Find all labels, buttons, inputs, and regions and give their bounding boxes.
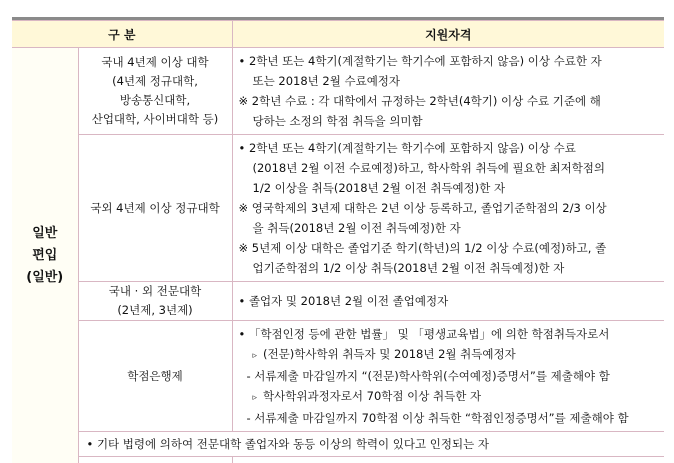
type-line: (2년제, 3년제) <box>79 301 232 320</box>
group-label-line: 편입 <box>12 245 78 267</box>
desc-line: 을 취득(2018년 2월 이전 취득예정)한 자 <box>239 218 659 238</box>
type-line: 산업대학, 사이버대학 등) <box>79 110 232 129</box>
desc-line: • 2학년 또는 4학기(계절학기는 학기수에 포함하지 않음) 이상 수료 <box>239 138 659 158</box>
desc-line: (2018년 2월 이전 수료예정)하고, 학사학위 취득에 필요한 최저학점의 <box>239 158 659 178</box>
table-row <box>12 321 664 432</box>
desc-line-text: (전문)학사학위 취득자 및 2018년 2월 취득예정자 <box>263 347 516 361</box>
type-cell-junior-college <box>78 282 232 321</box>
triangle-right-icon: ▹ <box>253 351 258 361</box>
desc-line: - 서류제출 마감일까지 70학점 이상 취득한 “학점인정증명서”를 제출해야 함 <box>239 408 659 428</box>
desc-line: 1/2 이상을 취득(2018년 2월 이전 취득예정)한 자 <box>239 178 659 198</box>
table-header-row <box>12 21 664 48</box>
table-row <box>12 282 664 321</box>
desc-line: ※ 2학년 수료 : 각 대학에서 규정하는 2학년(4학기) 이상 수료 기준에 해 <box>239 91 659 111</box>
desc-line: 업기준학점의 1/2 이상 취득(2018년 2월 이전 취득예정)한 자 <box>239 258 659 278</box>
table-row <box>12 48 664 135</box>
eligibility-table <box>12 20 664 463</box>
desc-line: • 기타 법령에 의하여 전문대학 졸업자와 동등 이상의 학력이 있다고 인정되는 자 <box>87 434 657 454</box>
type-cell-credit-bank <box>78 321 232 432</box>
table-row-tail <box>12 457 664 463</box>
table-row <box>12 432 664 457</box>
desc-line: • 2학년 또는 4학기(계절학기는 학기수에 포함하지 않음) 이상 수료한 자 <box>239 51 659 71</box>
type-line: 국내 · 외 전문대학 <box>79 282 232 301</box>
triangle-right-icon: ▹ <box>253 393 258 403</box>
desc-line <box>239 344 659 366</box>
tail-cell <box>232 457 664 463</box>
type-cell-foreign-university <box>78 135 232 282</box>
table-row <box>12 135 664 282</box>
desc-line-text: 학사학위과정자로서 70학점 이상 취득한 자 <box>263 389 481 403</box>
desc-line: • 「학점인정 등에 관한 법률」 및 「평생교육법」에 의한 학점취득자로서 <box>239 324 659 344</box>
desc-cell-domestic-university <box>232 48 664 135</box>
desc-cell-foreign-university <box>232 135 664 282</box>
desc-line: - 서류제출 마감일까지 “(전문)학사학위(수여예정)증명서”를 제출해야 함 <box>239 366 659 386</box>
type-line: (4년제 정규대학, <box>79 72 232 91</box>
desc-line <box>239 386 659 408</box>
desc-cell-credit-bank <box>232 321 664 432</box>
group-label-general-transfer <box>12 48 78 463</box>
tail-cell <box>78 457 232 463</box>
type-cell-domestic-university <box>78 48 232 135</box>
desc-line: 당하는 소정의 학점 취득을 의미함 <box>239 111 659 131</box>
desc-cell-other <box>78 432 664 457</box>
header-qualification: 지원자격 <box>232 21 664 48</box>
desc-cell-junior-college <box>232 282 664 321</box>
type-line: 국내 4년제 이상 대학 <box>79 53 232 72</box>
type-line: 학점은행제 <box>79 367 232 386</box>
group-label-line: 일반 <box>12 223 78 245</box>
type-line: 국외 4년제 이상 정규대학 <box>79 199 232 218</box>
group-label-line: (일반) <box>12 267 78 289</box>
desc-line: • 졸업자 및 2018년 2월 이전 졸업예정자 <box>239 291 659 311</box>
header-category: 구 분 <box>12 21 232 48</box>
type-line: 방송통신대학, <box>79 91 232 110</box>
desc-line: 또는 2018년 2월 수료예정자 <box>239 71 659 91</box>
desc-line: ※ 5년제 이상 대학은 졸업기준 학기(학년)의 1/2 이상 수료(예정)하고, 졸 <box>239 238 659 258</box>
desc-line: ※ 영국학제의 3년제 대학은 2년 이상 등록하고, 졸업기준학점의 2/3 이상 <box>239 198 659 218</box>
